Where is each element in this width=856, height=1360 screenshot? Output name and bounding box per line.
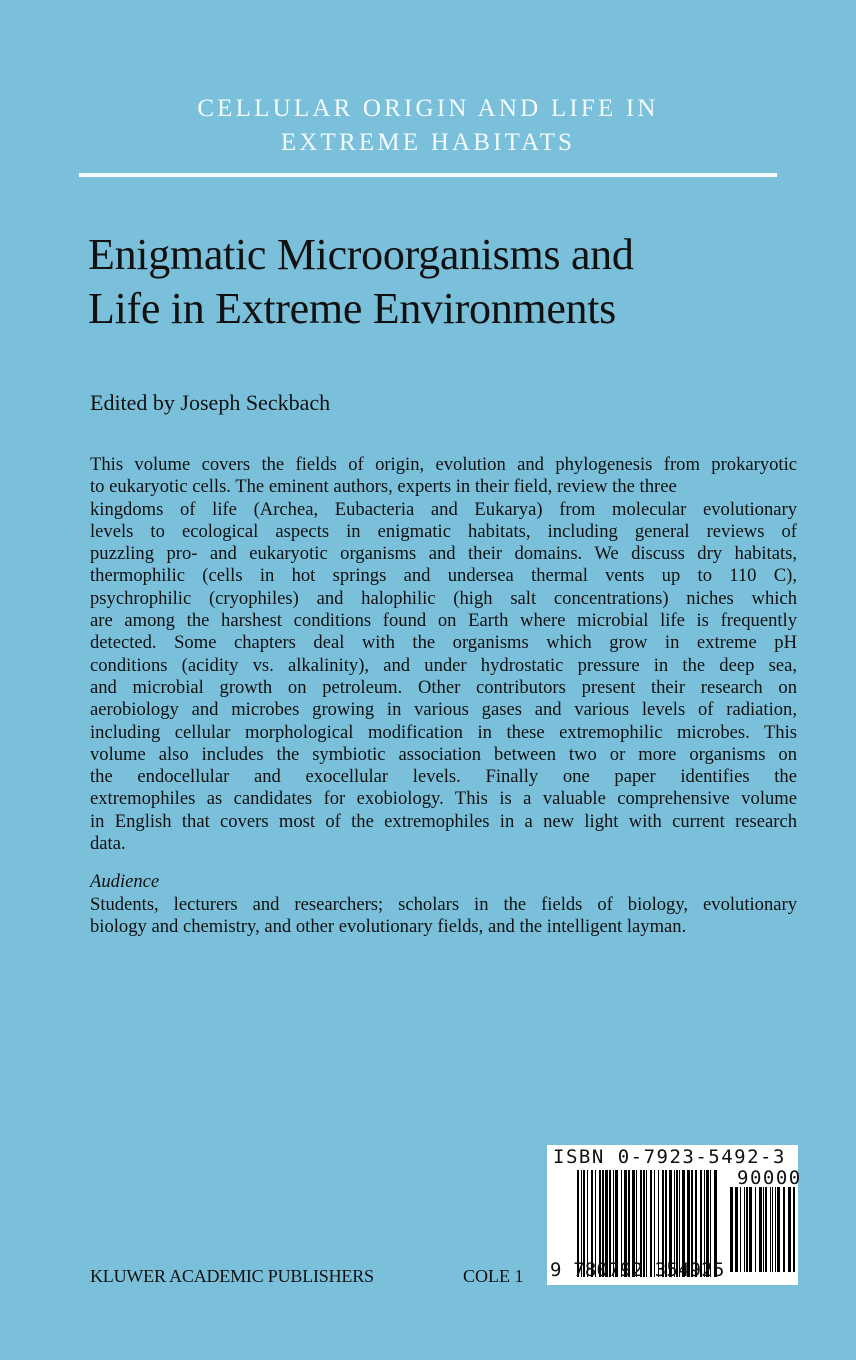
barcode-bar (772, 1187, 773, 1272)
text-line: in English that covers most of the extremophiles in a new light with current research (90, 810, 797, 832)
barcode-bar (765, 1187, 767, 1272)
barcode-bar (759, 1187, 762, 1272)
text-line: the endocellular and exocellular levels. Finally one paper identifies the (90, 766, 797, 788)
barcode-bar (770, 1187, 771, 1272)
series-title-line-2: EXTREME HABITATS (280, 129, 576, 156)
text-line: detected. Some chapters deal with the organisms which grow in extreme pH (90, 632, 797, 654)
text-line: levels to ecological aspects in enigmatic habitats, including general reviews of (90, 520, 797, 542)
text-line: volume also includes the symbiotic association between two or more organisms on (90, 743, 797, 765)
audience-heading: Audience (90, 871, 160, 892)
series-title (78, 92, 778, 160)
barcode-bar (730, 1187, 733, 1272)
publisher: KLUWER ACADEMIC PUBLISHERS (90, 1266, 374, 1286)
text-line: thermophilic (cells in hot springs and undersea thermal vents up to 110 C), (90, 565, 797, 587)
book-title (88, 228, 634, 336)
book-title-line-1: Enigmatic Microorganisms and (88, 230, 634, 279)
divider (79, 173, 777, 177)
text-line: psychrophilic (cryophiles) and halophilic (high salt concentrations) niches which (90, 587, 797, 609)
barcode-bar (740, 1187, 741, 1272)
text-line: puzzling pro- and eukaryotic organisms and their domains. We discuss dry habitats, (90, 543, 797, 565)
barcode-bar (777, 1187, 780, 1272)
text-line: extremophiles as candidates for exobiology. This is a valuable comprehensive volume (90, 788, 797, 810)
series-title-line-1: CELLULAR ORIGIN AND LIFE IN (197, 95, 659, 122)
ean-number: 9 780792 354925 (550, 1259, 725, 1281)
series-code: COLE 1 (463, 1266, 524, 1286)
text-line: are among the harshest conditions found on Earth where microbial life is frequently (90, 610, 797, 632)
barcode-bar (746, 1187, 748, 1272)
addon-number: 90000 (737, 1167, 802, 1189)
text-line: biology and chemistry, and other evolutionary fields, and the intelligent layman. (90, 916, 687, 938)
book-title-line-2: Life in Extreme Environments (88, 284, 617, 333)
text-line: and microbial growth on petroleum. Other contributors present their research on (90, 676, 797, 698)
text-line: This volume covers the fields of origin, evolution and phylogenesis from prokaryotic (90, 454, 797, 475)
barcode-bar (788, 1187, 791, 1272)
barcode-bar (749, 1187, 752, 1272)
barcode-bar (755, 1187, 756, 1272)
description (90, 454, 797, 855)
text-line: conditions (acidity vs. alkalinity), and under hydrostatic pressure in the deep sea, (90, 654, 797, 676)
text-line: aerobiology and microbes growing in various gases and various levels of radiation, (90, 699, 797, 721)
barcode-bar (763, 1187, 764, 1272)
text-line: to eukaryotic cells. The eminent authors, experts in their field, review the three (90, 476, 677, 498)
barcode-bar (744, 1187, 745, 1272)
barcode-bar (775, 1187, 776, 1272)
barcode-bar (793, 1187, 795, 1272)
text-line: Students, lecturers and researchers; scholars in the fields of biology, evolutionary (90, 894, 797, 915)
text-line: data. (90, 833, 126, 855)
barcode-bar (735, 1187, 738, 1272)
isbn-text: ISBN 0-7923-5492-3 (553, 1146, 786, 1168)
text-line: kingdoms of life (Archea, Eubacteria and Eukarya) from molecular evolutionary (90, 498, 797, 520)
editor-credit: Edited by Joseph Seckbach (90, 390, 331, 415)
isbn-barcode (547, 1145, 802, 1285)
text-line: including cellular morphological modification in these extremophilic microbes. This (90, 721, 797, 743)
barcode-bar (783, 1187, 785, 1272)
audience-text (90, 894, 797, 939)
